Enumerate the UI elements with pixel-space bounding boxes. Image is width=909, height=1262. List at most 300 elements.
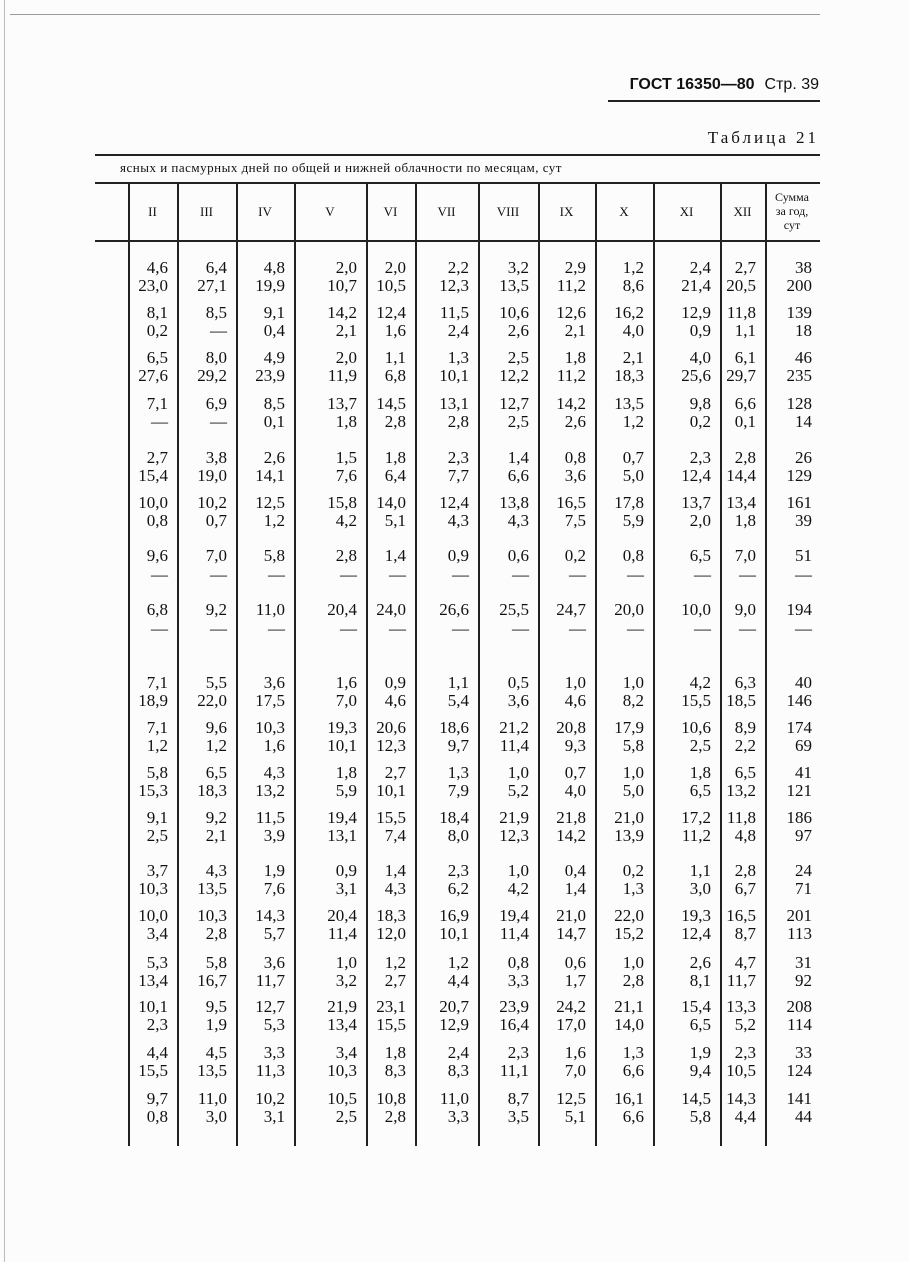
column-header-IX: IX xyxy=(559,204,574,219)
table-cell: 9,0 xyxy=(734,600,756,619)
annual-sum-cell: 174 xyxy=(786,718,812,737)
table-cell: 1,0 xyxy=(507,861,529,880)
table-cell: 3,2 xyxy=(335,971,357,990)
table-cell: 5,8 xyxy=(146,763,168,782)
table-cell: 9,3 xyxy=(564,736,586,755)
table-cell: 4,0 xyxy=(689,348,711,367)
column-divider xyxy=(478,184,480,1146)
table-cell: 11,7 xyxy=(726,971,756,990)
table-cell: 12,7 xyxy=(499,394,529,413)
annual-sum-cell: 113 xyxy=(787,924,812,943)
table-cell: 1,1 xyxy=(734,321,756,340)
table-cell: 13,5 xyxy=(499,276,529,295)
table-cell: 25,5 xyxy=(499,600,529,619)
column-divider xyxy=(128,184,130,1146)
table-cell: 8,9 xyxy=(734,718,756,737)
table-cell: 8,1 xyxy=(689,971,711,990)
table-cell: 3,0 xyxy=(689,879,711,898)
table-cell: 3,3 xyxy=(447,1107,469,1126)
annual-sum-cell: 44 xyxy=(795,1107,812,1126)
table-cell: 27,6 xyxy=(138,366,168,385)
table-cell: 11,0 xyxy=(439,1089,469,1108)
table-cell: 0,9 xyxy=(689,321,711,340)
column-divider xyxy=(765,184,767,1146)
table-cell: — xyxy=(210,321,227,340)
annual-sum-cell: 141 xyxy=(786,1089,812,1108)
table-cell: 17,0 xyxy=(556,1015,586,1034)
sum-header xyxy=(767,190,817,232)
annual-sum-cell: — xyxy=(795,565,812,584)
table-cell: 2,8 xyxy=(622,971,644,990)
table-cell: — xyxy=(627,619,644,638)
table-cell: 1,1 xyxy=(689,861,711,880)
table-cell: 9,6 xyxy=(146,546,168,565)
table-cell: 13,4 xyxy=(327,1015,357,1034)
table-cell: 21,1 xyxy=(614,997,644,1016)
table-cell: 15,4 xyxy=(138,466,168,485)
table-cell: 10,2 xyxy=(255,1089,285,1108)
table-cell: 9,1 xyxy=(263,303,285,322)
table-cell: 5,3 xyxy=(146,953,168,972)
table-cell: 4,2 xyxy=(689,673,711,692)
table-cell: 13,1 xyxy=(327,826,357,845)
table-cell: 2,0 xyxy=(335,348,357,367)
annual-sum-cell: 39 xyxy=(795,511,812,530)
table-cell: 5,0 xyxy=(622,466,644,485)
table-cell: — xyxy=(512,565,529,584)
table-cell: 1,0 xyxy=(335,953,357,972)
table-cell: 15,5 xyxy=(376,808,406,827)
table-cell: 10,8 xyxy=(376,1089,406,1108)
table-cell: 8,0 xyxy=(447,826,469,845)
table-cell: 12,3 xyxy=(439,276,469,295)
table-cell: 1,2 xyxy=(146,736,168,755)
table-cell: 12,5 xyxy=(556,1089,586,1108)
annual-sum-cell: 235 xyxy=(786,366,812,385)
table-cell: 21,4 xyxy=(681,276,711,295)
table-cell: 5,2 xyxy=(507,781,529,800)
column-header-V: V xyxy=(325,204,335,219)
table-cell: 11,0 xyxy=(197,1089,227,1108)
table-cell: 15,8 xyxy=(327,493,357,512)
table-cell: 19,0 xyxy=(197,466,227,485)
table-cell: 4,3 xyxy=(447,511,469,530)
table-cell: 10,1 xyxy=(439,924,469,943)
table-cell: 2,0 xyxy=(384,258,406,277)
annual-sum-cell: 26 xyxy=(795,448,812,467)
table-cell: 4,3 xyxy=(205,861,227,880)
table-cell: 6,3 xyxy=(734,673,756,692)
table-cell: — xyxy=(569,619,586,638)
table-cell: 18,5 xyxy=(726,691,756,710)
table-cell: 5,8 xyxy=(263,546,285,565)
table-cell: 12,4 xyxy=(439,493,469,512)
table-cell: 10,1 xyxy=(439,366,469,385)
table-cell: 1,2 xyxy=(447,953,469,972)
table-cell: 2,7 xyxy=(384,971,406,990)
table-cell: 12,3 xyxy=(499,826,529,845)
table-cell: 2,1 xyxy=(335,321,357,340)
table-cell: 12,4 xyxy=(376,303,406,322)
table-cell: 5,9 xyxy=(622,511,644,530)
table-cell: 2,4 xyxy=(689,258,711,277)
annual-sum-cell: 40 xyxy=(795,673,812,692)
table-cell: 2,2 xyxy=(734,736,756,755)
table-cell: 7,0 xyxy=(205,546,227,565)
table-cell: 1,6 xyxy=(564,1043,586,1062)
table-cell: 5,5 xyxy=(205,673,227,692)
annual-sum-cell: 139 xyxy=(786,303,812,322)
table-cell: 3,3 xyxy=(507,971,529,990)
table-cell: 2,6 xyxy=(263,448,285,467)
annual-sum-cell: 128 xyxy=(786,394,812,413)
table-cell: 12,9 xyxy=(439,1015,469,1034)
table-cell: — xyxy=(151,619,168,638)
table-cell: 6,5 xyxy=(146,348,168,367)
table-cell: — xyxy=(452,565,469,584)
table-cell: 4,6 xyxy=(384,691,406,710)
table-cell: 3,5 xyxy=(507,1107,529,1126)
table-cell: 21,0 xyxy=(614,808,644,827)
table-cell: 14,0 xyxy=(614,1015,644,1034)
table-cell: 5,4 xyxy=(447,691,469,710)
table-cell: 0,7 xyxy=(622,448,644,467)
table-cell: 13,1 xyxy=(439,394,469,413)
sum-header-line: Сумма xyxy=(775,190,809,204)
table-cell: 8,2 xyxy=(622,691,644,710)
table-cell: 7,5 xyxy=(564,511,586,530)
table-cell: 0,1 xyxy=(734,412,756,431)
table-cell: 12,7 xyxy=(255,997,285,1016)
table-cell: 24,2 xyxy=(556,997,586,1016)
table-cell: 0,2 xyxy=(564,546,586,565)
table-cell: 2,8 xyxy=(384,1107,406,1126)
table-cell: 1,2 xyxy=(384,953,406,972)
table-cell: 23,0 xyxy=(138,276,168,295)
table-cell: 10,2 xyxy=(197,493,227,512)
table-cell: 10,6 xyxy=(681,718,711,737)
top-rule xyxy=(10,14,820,15)
column-divider xyxy=(653,184,655,1146)
table-cell: 7,1 xyxy=(146,718,168,737)
table-cell: 3,4 xyxy=(146,924,168,943)
table-cell: 14,5 xyxy=(376,394,406,413)
table-cell: 8,1 xyxy=(146,303,168,322)
table-cell: 11,2 xyxy=(556,276,586,295)
table-cell: 10,3 xyxy=(197,906,227,925)
table-cell: 24,0 xyxy=(376,600,406,619)
table-cell: 6,5 xyxy=(205,763,227,782)
table-cell: 14,2 xyxy=(556,826,586,845)
table-cell: 1,4 xyxy=(384,861,406,880)
annual-sum-cell: 14 xyxy=(795,412,812,431)
table-cell: 18,6 xyxy=(439,718,469,737)
table-cell: 11,2 xyxy=(681,826,711,845)
table-cell: 2,3 xyxy=(689,448,711,467)
table-cell: 10,7 xyxy=(327,276,357,295)
table-cell: 23,1 xyxy=(376,997,406,1016)
annual-sum-cell: 124 xyxy=(786,1061,812,1080)
table-cell: 1,5 xyxy=(335,448,357,467)
table-top-rule xyxy=(95,154,820,156)
table-cell: 6,5 xyxy=(689,781,711,800)
table-cell: 5,0 xyxy=(622,781,644,800)
table-cell: 0,8 xyxy=(564,448,586,467)
table-cell: 9,4 xyxy=(689,1061,711,1080)
table-cell: 1,8 xyxy=(564,348,586,367)
table-cell: 6,6 xyxy=(507,466,529,485)
table-cell: 16,7 xyxy=(197,971,227,990)
table-cell: 14,7 xyxy=(556,924,586,943)
table-cell: 2,5 xyxy=(146,826,168,845)
table-cell: 1,8 xyxy=(335,412,357,431)
table-cell: 16,2 xyxy=(614,303,644,322)
scan-edge xyxy=(4,0,5,1262)
annual-sum-cell: 200 xyxy=(786,276,812,295)
page-header xyxy=(630,76,819,94)
table-cell: 0,8 xyxy=(507,953,529,972)
table-cell: 2,8 xyxy=(447,412,469,431)
table-cell: 4,9 xyxy=(263,348,285,367)
table-cell: — xyxy=(569,565,586,584)
table-cell: 2,3 xyxy=(734,1043,756,1062)
table-cell: 5,3 xyxy=(263,1015,285,1034)
table-cell: 3,2 xyxy=(507,258,529,277)
table-cell: 29,7 xyxy=(726,366,756,385)
table-cell: 9,2 xyxy=(205,808,227,827)
table-cell: 13,4 xyxy=(726,493,756,512)
table-cell: 2,1 xyxy=(564,321,586,340)
table-cell: 18,3 xyxy=(376,906,406,925)
table-cell: 2,3 xyxy=(447,861,469,880)
table-cell: 7,6 xyxy=(263,879,285,898)
annual-sum-cell: 33 xyxy=(795,1043,812,1062)
table-cell: 13,3 xyxy=(726,997,756,1016)
table-cell: 4,4 xyxy=(734,1107,756,1126)
table-cell: 4,8 xyxy=(263,258,285,277)
column-header-II: II xyxy=(148,204,157,219)
table-cell: 3,3 xyxy=(263,1043,285,1062)
table-cell: 13,7 xyxy=(327,394,357,413)
table-cell: — xyxy=(694,565,711,584)
table-cell: 3,7 xyxy=(146,861,168,880)
table-cell: 5,1 xyxy=(564,1107,586,1126)
annual-sum-cell: 92 xyxy=(795,971,812,990)
table-cell: 21,9 xyxy=(327,997,357,1016)
table-cell: 0,6 xyxy=(564,953,586,972)
table-cell: 15,3 xyxy=(138,781,168,800)
table-cell: 2,7 xyxy=(384,763,406,782)
table-cell: 20,0 xyxy=(614,600,644,619)
table-cell: 4,0 xyxy=(622,321,644,340)
column-header-III: III xyxy=(200,204,213,219)
table-cell: 2,3 xyxy=(507,1043,529,1062)
table-cell: 12,4 xyxy=(681,466,711,485)
table-cell: 0,8 xyxy=(146,1107,168,1126)
table-cell: 1,4 xyxy=(507,448,529,467)
table-cell: 19,4 xyxy=(499,906,529,925)
table-cell: 1,9 xyxy=(263,861,285,880)
caption-rule xyxy=(95,182,820,184)
table-cell: 6,7 xyxy=(734,879,756,898)
table-cell: 25,6 xyxy=(681,366,711,385)
table-cell: 3,6 xyxy=(564,466,586,485)
table-cell: 14,4 xyxy=(726,466,756,485)
table-cell: 12,0 xyxy=(376,924,406,943)
table-cell: 20,4 xyxy=(327,600,357,619)
column-divider xyxy=(415,184,417,1146)
table-cell: 1,6 xyxy=(263,736,285,755)
table-cell: 20,7 xyxy=(439,997,469,1016)
table-cell: 14,1 xyxy=(255,466,285,485)
table-cell: 1,3 xyxy=(447,348,469,367)
table-cell: 14,2 xyxy=(327,303,357,322)
column-header-X: X xyxy=(619,204,629,219)
table-cell: 26,6 xyxy=(439,600,469,619)
table-cell: 14,3 xyxy=(726,1089,756,1108)
table-cell: 1,3 xyxy=(622,879,644,898)
table-cell: 2,8 xyxy=(734,448,756,467)
table-cell: 4,7 xyxy=(734,953,756,972)
table-cell: 9,7 xyxy=(146,1089,168,1108)
table-cell: 6,5 xyxy=(734,763,756,782)
annual-sum-cell: 18 xyxy=(795,321,812,340)
table-cell: 2,8 xyxy=(205,924,227,943)
annual-sum-cell: — xyxy=(795,619,812,638)
table-cell: 10,0 xyxy=(138,906,168,925)
table-cell: 21,2 xyxy=(499,718,529,737)
table-cell: 2,5 xyxy=(507,348,529,367)
table-cell: 14,3 xyxy=(255,906,285,925)
table-cell: 4,0 xyxy=(564,781,586,800)
table-cell: — xyxy=(694,619,711,638)
table-cell: 4,2 xyxy=(507,879,529,898)
table-cell: 6,2 xyxy=(447,879,469,898)
table-cell: 5,7 xyxy=(263,924,285,943)
table-cell: 23,9 xyxy=(499,997,529,1016)
table-cell: 13,5 xyxy=(197,879,227,898)
table-cell: 2,0 xyxy=(335,258,357,277)
table-cell: 15,5 xyxy=(681,691,711,710)
column-header-VIII: VIII xyxy=(496,204,520,219)
column-divider xyxy=(366,184,368,1146)
table-cell: 1,2 xyxy=(263,511,285,530)
table-cell: 9,2 xyxy=(205,600,227,619)
table-cell: 1,3 xyxy=(622,1043,644,1062)
table-cell: 16,9 xyxy=(439,906,469,925)
table-cell: 4,8 xyxy=(734,826,756,845)
table-cell: 14,2 xyxy=(556,394,586,413)
table-cell: — xyxy=(452,619,469,638)
table-cell: 10,0 xyxy=(138,493,168,512)
table-cell: 10,5 xyxy=(327,1089,357,1108)
table-cell: 2,8 xyxy=(335,546,357,565)
annual-sum-cell: 97 xyxy=(795,826,812,845)
table-cell: 4,4 xyxy=(146,1043,168,1062)
table-cell: 13,2 xyxy=(255,781,285,800)
table-cell: 11,5 xyxy=(255,808,285,827)
table-cell: 2,3 xyxy=(447,448,469,467)
table-cell: 7,1 xyxy=(146,673,168,692)
table-cell: 2,4 xyxy=(447,1043,469,1062)
table-cell: 1,3 xyxy=(447,763,469,782)
column-header-IV: IV xyxy=(258,204,272,219)
table-cell: 5,9 xyxy=(335,781,357,800)
table-cell: — xyxy=(268,619,285,638)
table-cell: 0,6 xyxy=(507,546,529,565)
table-cell: 17,2 xyxy=(681,808,711,827)
table-cell: 15,4 xyxy=(681,997,711,1016)
table-cell: 6,6 xyxy=(622,1107,644,1126)
column-divider xyxy=(720,184,722,1146)
table-cell: 13,5 xyxy=(614,394,644,413)
table-cell: 3,8 xyxy=(205,448,227,467)
table-cell: 11,1 xyxy=(499,1061,529,1080)
table-cell: 5,1 xyxy=(384,511,406,530)
annual-sum-cell: 51 xyxy=(795,546,812,565)
table-cell: 1,0 xyxy=(622,953,644,972)
table-cell: 8,5 xyxy=(205,303,227,322)
table-cell: 5,8 xyxy=(622,736,644,755)
annual-sum-cell: 71 xyxy=(795,879,812,898)
table-cell: 1,2 xyxy=(622,412,644,431)
table-cell: 18,4 xyxy=(439,808,469,827)
table-cell: 9,6 xyxy=(205,718,227,737)
table-cell: 9,7 xyxy=(447,736,469,755)
table-cell: 20,4 xyxy=(327,906,357,925)
table-cell: 2,6 xyxy=(507,321,529,340)
table-cell: 20,8 xyxy=(556,718,586,737)
table-cell: 7,4 xyxy=(384,826,406,845)
table-cell: — xyxy=(512,619,529,638)
table-cell: 4,6 xyxy=(146,258,168,277)
table-cell: 13,9 xyxy=(614,826,644,845)
table-cell: 22,0 xyxy=(614,906,644,925)
table-cell: 0,9 xyxy=(447,546,469,565)
table-cell: 12,4 xyxy=(681,924,711,943)
table-cell: 2,5 xyxy=(507,412,529,431)
table-cell: 12,6 xyxy=(556,303,586,322)
table-cell: 7,0 xyxy=(734,546,756,565)
header-bottom-rule xyxy=(95,240,820,242)
table-cell: 1,7 xyxy=(564,971,586,990)
table-cell: 2,8 xyxy=(384,412,406,431)
table-cell: 3,9 xyxy=(263,826,285,845)
table-cell: 11,8 xyxy=(726,808,756,827)
table-cell: 1,8 xyxy=(384,448,406,467)
standard-number: ГОСТ 16350—80 xyxy=(629,76,755,93)
table-cell: 6,4 xyxy=(205,258,227,277)
table-cell: 12,2 xyxy=(499,366,529,385)
annual-sum-cell: 121 xyxy=(786,781,812,800)
table-cell: 18,3 xyxy=(614,366,644,385)
table-cell: 1,9 xyxy=(689,1043,711,1062)
table-cell: 0,4 xyxy=(564,861,586,880)
column-divider xyxy=(294,184,296,1146)
annual-sum-cell: 129 xyxy=(786,466,812,485)
table-cell: 18,3 xyxy=(197,781,227,800)
table-cell: 14,0 xyxy=(376,493,406,512)
table-cell: 0,7 xyxy=(205,511,227,530)
table-cell: 11,5 xyxy=(439,303,469,322)
table-cell: 1,6 xyxy=(335,673,357,692)
table-cell: 3,6 xyxy=(263,953,285,972)
annual-sum-cell: 69 xyxy=(795,736,812,755)
table-cell: 0,2 xyxy=(689,412,711,431)
table-cell: 16,5 xyxy=(556,493,586,512)
column-divider xyxy=(538,184,540,1146)
table-cell: 8,3 xyxy=(447,1061,469,1080)
